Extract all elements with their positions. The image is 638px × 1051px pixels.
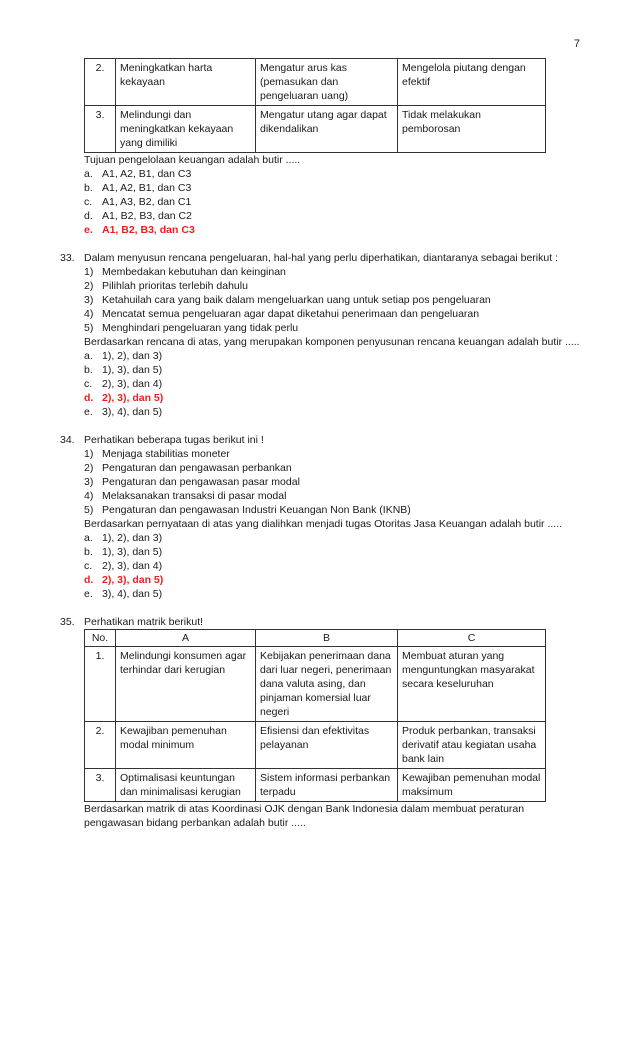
option-c: c. 2), 3), dan 4) [84,378,163,390]
option-e: e. 3), 4), dan 5) [84,406,163,418]
header-a: A [116,630,256,647]
table-header-row [85,630,546,647]
table-cell-a: Meningkatkan harta kekayaan [116,59,256,106]
table-cell-c: Kewajiban pemenuhan modal maksimum [398,769,546,802]
q34-options [60,531,580,601]
option-e: e. 3), 4), dan 5) [84,588,163,600]
table-cell-no: 2. [85,722,116,769]
list-item: 5) Pengaturan dan pengawasan Industri Keuangan Non Bank (IKNB) [84,504,411,516]
option-a: a. A1, A2, B1, dan C3 [84,168,192,180]
list-item: 3) Ketahuilah cara yang baik dalam mengeluarkan uang untuk setiap pos pengeluaran [84,294,491,306]
table-cell-no: 3. [85,106,116,153]
list-item: 2) Pilihlah prioritas terlebih dahulu [84,280,248,292]
q33-question: 33. Dalam menyusun rencana pengeluaran, hal-hal yang perlu diperhatikan, diantaranya sebagai berikut : [60,252,558,264]
table-cell-b: Sistem informasi perbankan terpadu [256,769,398,802]
table-cell-c: Produk perbankan, transaksi derivatif atau kegiatan usaha bank lain [398,722,546,769]
option-d-correct: d. 2), 3), dan 5) [84,392,164,404]
option-c: c. A1, A3, B2, dan C1 [84,196,192,208]
option-b: b. 1), 3), dan 5) [84,546,163,558]
q35-question: 35. Perhatikan matrik berikut! [60,616,204,628]
top-table [84,58,546,153]
list-item: 4) Melaksanakan transaksi di pasar modal [84,490,287,502]
option-c: c. 2), 3), dan 4) [84,560,163,572]
option-b: b. 1), 3), dan 5) [84,364,163,376]
q34-prompt: Berdasarkan pernyataan di atas yang dialihkan menjadi tugas Otoritas Jasa Keuangan adalah butir ..... [84,518,563,530]
option-a: a. 1), 2), dan 3) [84,532,163,544]
list-item: 3) Pengaturan dan pengawasan pasar modal [84,476,300,488]
table-cell-a: Melindungi konsumen agar terhindar dari kerugian [116,647,256,722]
page-content [60,58,580,830]
table-cell-a: Kewajiban pemenuhan modal minimum [116,722,256,769]
table-cell-b: Efisiensi dan efektivitas pelayanan [256,722,398,769]
list-item: 1) Menjaga stabilitias moneter [84,448,230,460]
q34-question: 34. Perhatikan beberapa tugas berikut ini ! [60,434,264,446]
q33-options [60,349,580,419]
list-item: 1) Membedakan kebutuhan dan keinginan [84,266,286,278]
q35-prompt: Berdasarkan matrik di atas Koordinasi OJK dengan Bank Indonesia dalam membuat peraturan pengawasan bidang perbankan adalah butir ..... [84,803,525,829]
header-c: C [398,630,546,647]
list-item: 2) Pengaturan dan pengawasan perbankan [84,462,292,474]
table-cell-c: Tidak melakukan pemborosan [398,106,546,153]
table-row [85,647,546,722]
table-cell-no: 1. [85,647,116,722]
header-no: No. [85,630,116,647]
table-cell-no: 2. [85,59,116,106]
option-e-correct: e. A1, B2, B3, dan C3 [84,224,195,236]
table-row [85,106,546,153]
table-cell-no: 3. [85,769,116,802]
table-cell-a: Optimalisasi keuntungan dan minimalisasi kerugian [116,769,256,802]
table-row [85,769,546,802]
option-d: d. A1, B2, B3, dan C2 [84,210,192,222]
table-cell-b: Mengatur utang agar dapat dikendalikan [256,106,398,153]
q34-items [60,447,580,517]
table-cell-c: Mengelola piutang dengan efektif [398,59,546,106]
header-b: B [256,630,398,647]
q32-prompt: Tujuan pengelolaan keuangan adalah butir ..... [84,154,301,166]
list-item: 4) Mencatat semua pengeluaran agar dapat diketahui penerimaan dan pengeluaran [84,308,480,320]
table-cell-c: Membuat aturan yang menguntungkan masyarakat secara keseluruhan [398,647,546,722]
list-item: 5) Menghindari pengeluaran yang tidak perlu [84,322,299,334]
table-cell-b: Kebijakan penerimaan dana dari luar negeri, penerimaan dana valuta asing, dan pinjaman komersial luar negeri [256,647,398,722]
option-a: a. 1), 2), dan 3) [84,350,163,362]
table-cell-b: Mengatur arus kas (pemasukan dan pengeluaran uang) [256,59,398,106]
page-number: 7 [573,38,580,50]
q32-options [60,167,580,237]
table-cell-a: Melindungi dan meningkatkan kekayaan yang dimiliki [116,106,256,153]
q35-matrix-table [84,629,546,802]
table-row [85,722,546,769]
q33-prompt: Berdasarkan rencana di atas, yang merupakan komponen penyusunan rencana keuangan adalah butir ..... [84,336,580,348]
option-d-correct: d. 2), 3), dan 5) [84,574,164,586]
q33-items [60,265,580,335]
option-b: b. A1, A2, B1, dan C3 [84,182,192,194]
table-row [85,59,546,106]
